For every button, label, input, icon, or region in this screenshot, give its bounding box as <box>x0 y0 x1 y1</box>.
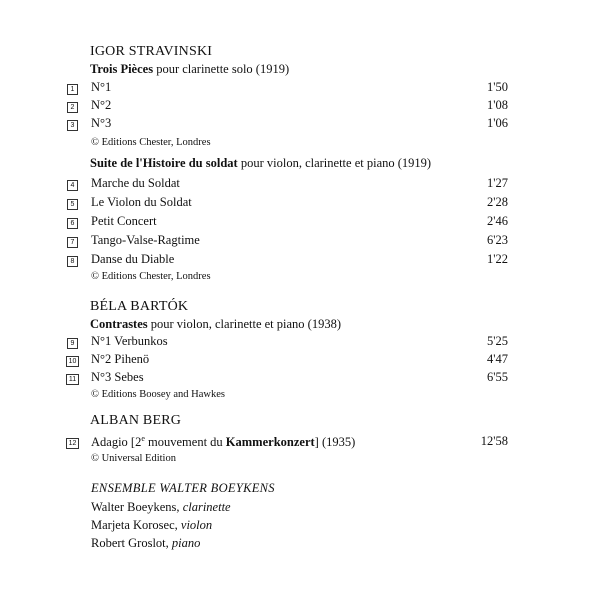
track-number: 10 <box>66 356 79 367</box>
work-title-trois-pieces <box>90 62 289 77</box>
performer-instrument: clarinette <box>182 500 231 514</box>
performer-name: Robert Groslot, <box>91 536 172 550</box>
work-title-bold: Contrastes <box>90 317 148 331</box>
composer-berg: ALBAN BERG <box>90 413 182 428</box>
track-time: 1'50 <box>486 80 508 94</box>
composer-bartok: BÉLA BARTÓK <box>90 299 189 314</box>
track-time: 6'55 <box>486 370 508 384</box>
performer-instrument: piano <box>171 536 201 550</box>
track-title: Petit Concert <box>91 214 157 228</box>
work-title-bold: Suite de l'Histoire du soldat <box>90 156 238 170</box>
work-title-contrastes <box>90 317 341 332</box>
work-title-rest: pour violon, clarinette et piano (1919) <box>237 156 432 170</box>
track-title: N°1 Verbunkos <box>91 334 168 348</box>
track-title-part: Adagio [2 <box>91 435 142 450</box>
track-title: Danse du Diable <box>91 252 175 266</box>
track-time: 6'23 <box>486 233 508 247</box>
track-title: N°2 <box>91 98 112 112</box>
composer-stravinski: IGOR STRAVINSKI <box>90 44 213 59</box>
track-time: 1'08 <box>486 98 508 112</box>
track-time: 1'22 <box>486 252 508 266</box>
performer-name: Walter Boeykens, <box>91 500 183 514</box>
performer <box>91 500 231 515</box>
work-title-rest: pour clarinette solo (1919) <box>153 62 290 76</box>
track-number: 4 <box>67 180 78 191</box>
track-number: 8 <box>67 256 78 267</box>
copyright-credit: © Editions Chester, Londres <box>91 271 211 282</box>
track-time: 2'46 <box>486 214 508 228</box>
track-title: Tango-Valse-Ragtime <box>91 233 200 247</box>
track-title-part: mouvement du <box>144 435 226 450</box>
track-title: Marche du Soldat <box>91 176 180 190</box>
work-title-histoire-du-soldat <box>90 156 431 171</box>
track-time: 5'25 <box>486 334 508 348</box>
track-time: 12'58 <box>480 434 508 448</box>
performer-name: Marjeta Korosec, <box>91 518 181 532</box>
track-number: 2 <box>67 102 78 113</box>
track-number: 9 <box>67 338 78 349</box>
track-title: Le Violon du Soldat <box>91 195 192 209</box>
performer <box>91 536 200 551</box>
track-title-superscript: e <box>141 434 145 443</box>
copyright-credit: © Editions Chester, Londres <box>91 137 211 148</box>
track-number: 11 <box>66 374 79 385</box>
performer <box>91 518 212 533</box>
track-number: 5 <box>67 199 78 210</box>
track-number: 6 <box>67 218 78 229</box>
track-title: N°3 Sebes <box>91 370 144 384</box>
work-title-rest: pour violon, clarinette et piano (1938) <box>147 317 341 331</box>
track-number: 3 <box>67 120 78 131</box>
track-title-part: ] (1935) <box>314 435 356 450</box>
copyright-credit: © Universal Edition <box>91 453 176 464</box>
work-title-bold: Trois Pièces <box>90 62 154 76</box>
performer-instrument: violon <box>180 518 213 532</box>
track-number: 12 <box>66 438 79 449</box>
track-time: 1'06 <box>486 116 508 130</box>
track-time: 2'28 <box>486 195 508 209</box>
track-time: 1'27 <box>486 176 508 190</box>
copyright-credit: © Editions Boosey and Hawkes <box>91 389 225 400</box>
track-title <box>91 434 355 450</box>
track-number: 7 <box>67 237 78 248</box>
track-title: N°2 Pihenö <box>91 352 150 366</box>
track-number: 1 <box>67 84 78 95</box>
track-title-bold: Kammerkonzert <box>225 435 315 450</box>
track-title: N°1 <box>91 80 112 94</box>
track-time: 4'47 <box>486 352 508 366</box>
track-title: N°3 <box>91 116 112 130</box>
ensemble-name: ENSEMBLE WALTER BOEYKENS <box>91 481 275 495</box>
